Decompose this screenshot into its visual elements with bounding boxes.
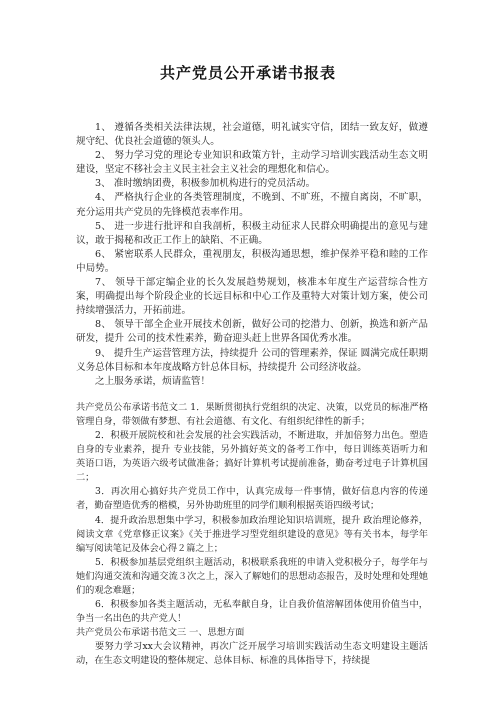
paragraph: 共产党员公布承诺书范文二 1．果断贯彻执行党组织的决定、决策，以党员的标准严格管理自身，带领做有梦想、有社会道德、有文化、有组织纪律性的新手； [76,401,428,427]
document-title: 共产党员公开承诺书报表 [159,64,336,82]
paragraph: 2．积极开展院校和社会发展的社会实践活动，不断进取，并加倍努力出色。塑造自身的专业素养，提升 专业技能，另外搞好英文的备考工作中，每日训练英语听力和英语口语，为英语六级考试做准备；搞好计算机考试提前准备，勤奋考过电子计算机国二； [76,429,428,484]
document-body [76,121,428,669]
paragraph: 5、 进一步进行批评和自我剖析，积极主动征求人民群众明确提出的意见与建议，敢于揭秘和改正工作上的缺陷、不正确。 [76,220,428,246]
paragraph: 6、 紧密联系人民群众，重视朋友，积极沟通思想，维护保养平稳和睦的工作中局势。 [76,248,428,274]
paragraph: 9、 提升生产运营管理方法，持续提升 公司的管理素养，保证 圆满完成任职期义务总体目标和本年度战略方针总体目标，持续提升 公司经济收益。 [76,347,428,373]
paragraph: 要努力学习xx大会议精神，再次广泛开展学习培训实践活动生态文明建设主题活动，在生态文明建设的整体规定、总体目标、标准的具体指导下，持续提 [76,641,428,667]
paragraph: 5．积极参加基层党组织主题活动，积极联系我班的申请入党积极分子，每学年与她们沟通交流和沟通交流３次之上，深入了解她们的思想动态报告，及时处理和处理她们的观念难题； [76,556,428,596]
paragraph: 1、 遵循各类相关法律法规，社会道德，明礼诚实守信，团结一致友好，做遵规守纪、优良社会道德的领头人。 [76,122,428,148]
paragraph: 3．再次用心搞好共产党员工作中，认真完成每一件事情，做好信息内容的传递者，勤奋塑造优秀的楷模，另外协助班里的同学们顺利根据英语四级考试； [76,486,428,512]
paragraph: 7、 领导干部定编企业的长久发展趋势规划，核准本年度生产运营综合性方案，明确提出每个阶段企业的长远目标和中心工作及重特大对策计划方案，使公司持续增强活力，开拓前进。 [76,277,428,317]
paragraph: 6．积极参加各类主题活动，无私奉献自身，让自我价值溶解团体使用价值当中，争当一名出色的共产党人！ [76,599,428,625]
closing-line: 之上服务承诺，烦请监管！ [95,375,211,387]
paragraph: 3、 准时缴纳团费，积极参加机构进行的党员活动。 [95,178,316,190]
section-heading: 共产党员公布承诺书范文三 一、思想方面 [76,627,245,639]
section-gap [76,389,428,401]
paragraph: 4、 严格执行企业的各类管理制度，不晚到、不旷班，不擅自离岗，不旷职，充分运用共产党员的先锋模范表率作用。 [76,192,428,218]
paragraph: 8、 领导干部全企业开展技术创新，做好公司的挖潜力、创新，换选和新产品研发，提升 公司的技术性素养，勤奋迎头赶上世界各国优秀水准。 [76,319,428,345]
paragraph: 2、 努力学习党的理论专业知识和政策方针，主动学习培训实践活动生态文明建设，坚定不移社会主义民主社会主义社会的理想化和信心。 [76,150,428,176]
paragraph: 4．提升政治思想集中学习，积极参加政治理论知识培训班，提升 政治理论修养，阅读文章《党章修正议案》《关于推进学习型党组织建设的意见》等有关书本，每学年编写阅读笔记及体会心得２篇之上； [76,514,428,554]
